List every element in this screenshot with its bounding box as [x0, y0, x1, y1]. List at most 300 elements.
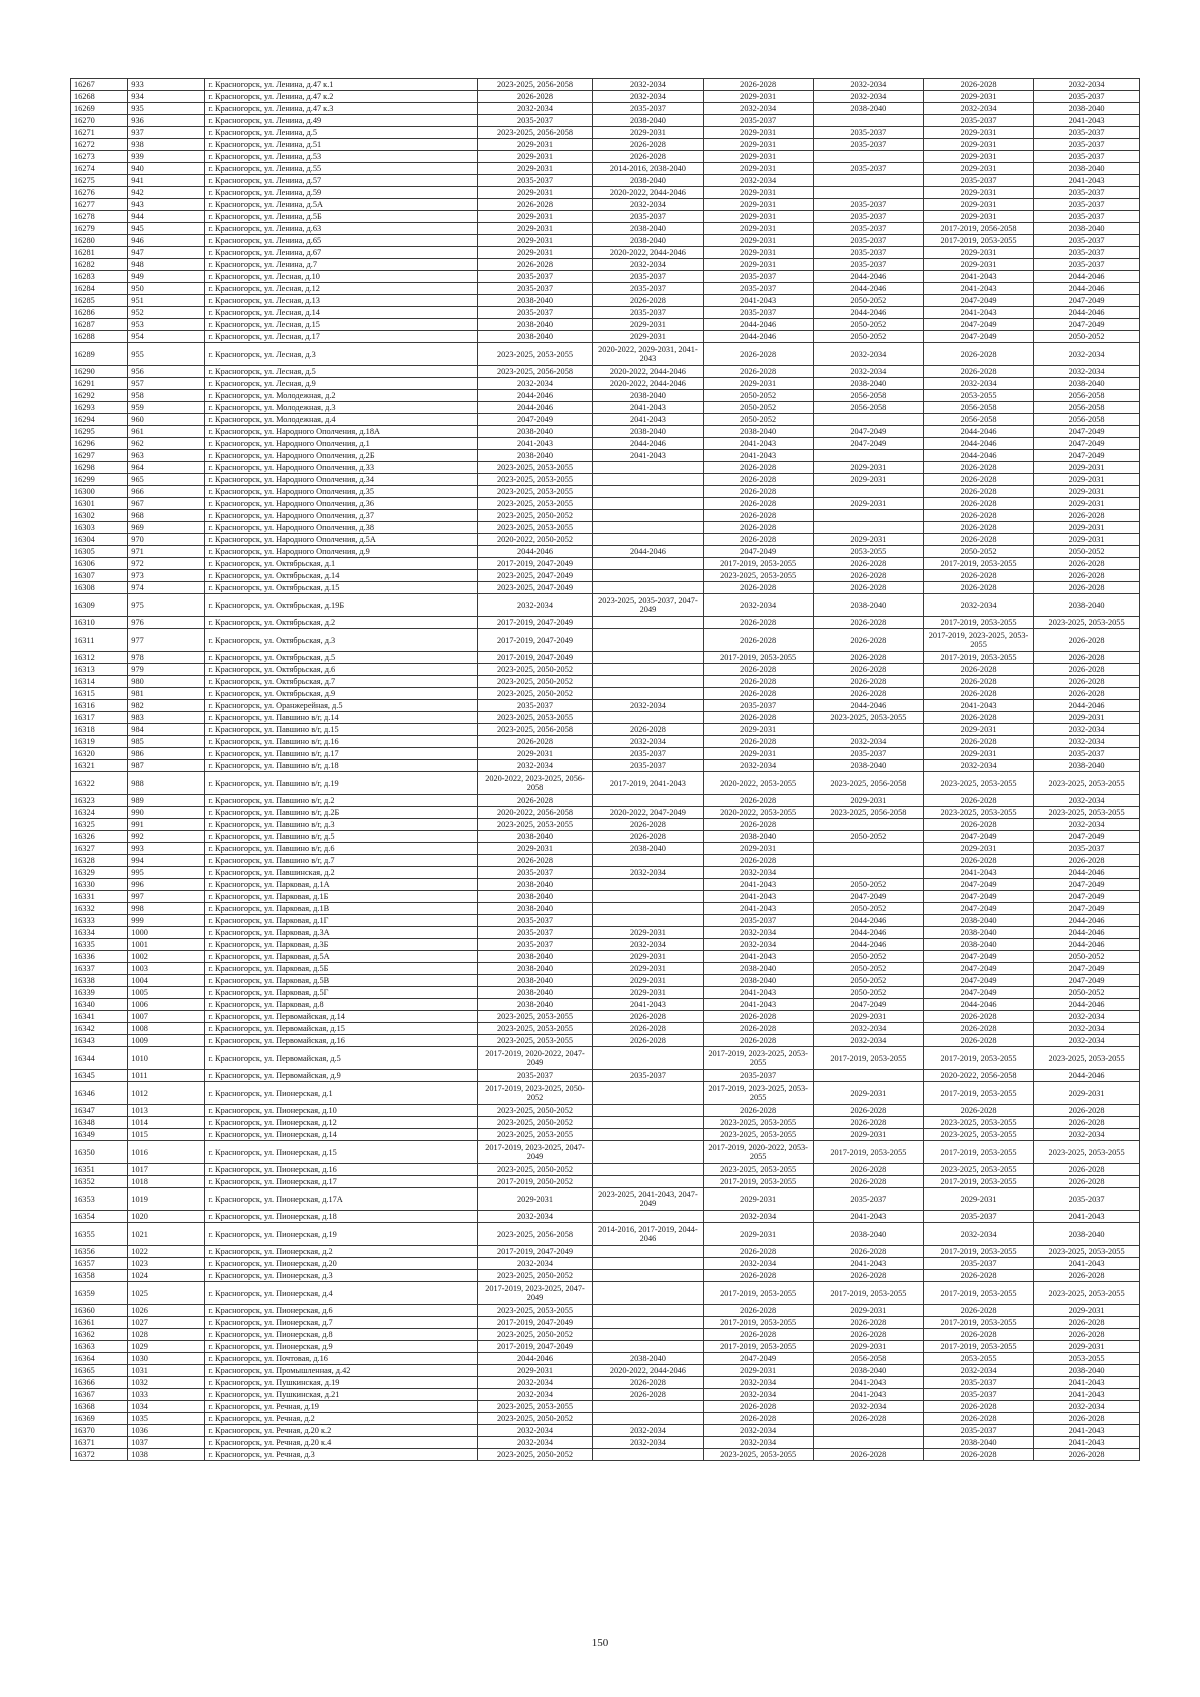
cell-address: г. Красногорск, ул. Октябрьская, д.14 — [205, 570, 477, 582]
cell-period-5: 2017-2019, 2053-2055 — [923, 1141, 1033, 1164]
cell-period-2: 2026-2028 — [593, 1389, 703, 1401]
cell-period-3: 2029-2031 — [703, 91, 813, 103]
table-row — [71, 402, 1140, 414]
cell-row-number: 16362 — [71, 1329, 128, 1341]
cell-item-number: 1002 — [128, 951, 205, 963]
cell-period-2 — [593, 1317, 703, 1329]
cell-period-4: 2017-2019, 2053-2055 — [813, 1141, 923, 1164]
cell-address: г. Красногорск, ул. Пионерская, д.12 — [205, 1117, 477, 1129]
cell-period-4: 2044-2046 — [813, 939, 923, 951]
table-row — [71, 1082, 1140, 1105]
cell-period-4: 2026-2028 — [813, 676, 923, 688]
cell-row-number: 16346 — [71, 1082, 128, 1105]
cell-period-1: 2029-2031 — [477, 1365, 593, 1377]
cell-period-2: 2026-2028 — [593, 1377, 703, 1389]
table-row — [71, 378, 1140, 390]
cell-period-4: 2044-2046 — [813, 927, 923, 939]
cell-period-3: 2026-2028 — [703, 474, 813, 486]
cell-period-5: 2056-2058 — [923, 414, 1033, 426]
cell-row-number: 16369 — [71, 1413, 128, 1425]
cell-period-4: 2038-2040 — [813, 378, 923, 390]
cell-row-number: 16299 — [71, 474, 128, 486]
cell-row-number: 16349 — [71, 1129, 128, 1141]
cell-period-5: 2047-2049 — [923, 319, 1033, 331]
cell-period-3: 2026-2028 — [703, 366, 813, 378]
cell-period-2: 2020-2022, 2047-2049 — [593, 807, 703, 819]
cell-period-1: 2023-2025, 2050-2052 — [477, 688, 593, 700]
cell-period-5: 2026-2028 — [923, 462, 1033, 474]
cell-period-4: 2041-2043 — [813, 1389, 923, 1401]
cell-period-1: 2029-2031 — [477, 748, 593, 760]
cell-period-2 — [593, 915, 703, 927]
cell-item-number: 1004 — [128, 975, 205, 987]
cell-period-4: 2026-2028 — [813, 1270, 923, 1282]
cell-period-3: 2029-2031 — [703, 1365, 813, 1377]
table-row — [71, 1011, 1140, 1023]
cell-item-number: 1027 — [128, 1317, 205, 1329]
cell-period-5: 2026-2028 — [923, 736, 1033, 748]
cell-period-2: 2032-2034 — [593, 79, 703, 91]
cell-period-5: 2026-2028 — [923, 1449, 1033, 1461]
cell-row-number: 16282 — [71, 259, 128, 271]
cell-period-3: 2026-2028 — [703, 343, 813, 366]
cell-address: г. Красногорск, ул. Лесная, д.15 — [205, 319, 477, 331]
cell-period-1: 2038-2040 — [477, 987, 593, 999]
cell-period-6: 2026-2028 — [1034, 652, 1140, 664]
cell-period-1: 2023-2025, 2050-2052 — [477, 676, 593, 688]
cell-period-3: 2038-2040 — [703, 426, 813, 438]
cell-period-4: 2026-2028 — [813, 570, 923, 582]
cell-period-4: 2035-2037 — [813, 163, 923, 175]
cell-period-5: 2044-2046 — [923, 999, 1033, 1011]
cell-period-5: 2035-2037 — [923, 1211, 1033, 1223]
cell-period-1: 2023-2025, 2053-2055 — [477, 712, 593, 724]
cell-period-5: 2026-2028 — [923, 486, 1033, 498]
cell-period-4: 2050-2052 — [813, 963, 923, 975]
cell-item-number: 978 — [128, 652, 205, 664]
cell-address: г. Красногорск, ул. Молодежная, д.3 — [205, 402, 477, 414]
table-row — [71, 594, 1140, 617]
cell-item-number: 954 — [128, 331, 205, 343]
cell-period-6: 2023-2025, 2053-2055 — [1034, 1246, 1140, 1258]
cell-address: г. Красногорск, ул. Пионерская, д.4 — [205, 1282, 477, 1305]
cell-address: г. Красногорск, ул. Ленина, д.5 — [205, 127, 477, 139]
table-row — [71, 664, 1140, 676]
table-row — [71, 1176, 1140, 1188]
cell-period-4: 2029-2031 — [813, 498, 923, 510]
cell-row-number: 16324 — [71, 807, 128, 819]
cell-period-6: 2032-2034 — [1034, 79, 1140, 91]
cell-period-2 — [593, 558, 703, 570]
cell-period-5: 2038-2040 — [923, 927, 1033, 939]
cell-period-3: 2041-2043 — [703, 987, 813, 999]
cell-period-4 — [813, 115, 923, 127]
cell-address: г. Красногорск, ул. Пионерская, д.8 — [205, 1329, 477, 1341]
cell-period-2: 2032-2034 — [593, 91, 703, 103]
cell-period-5: 2044-2046 — [923, 426, 1033, 438]
cell-period-2 — [593, 795, 703, 807]
cell-period-3: 2026-2028 — [703, 688, 813, 700]
cell-period-1: 2032-2034 — [477, 103, 593, 115]
cell-item-number: 1031 — [128, 1365, 205, 1377]
table-row — [71, 927, 1140, 939]
cell-period-5: 2029-2031 — [923, 259, 1033, 271]
cell-period-3: 2026-2028 — [703, 1035, 813, 1047]
cell-period-3: 2038-2040 — [703, 831, 813, 843]
cell-period-5: 2026-2028 — [923, 366, 1033, 378]
cell-address: г. Красногорск, ул. Ленина, д.59 — [205, 187, 477, 199]
cell-period-6: 2026-2028 — [1034, 558, 1140, 570]
cell-row-number: 16363 — [71, 1341, 128, 1353]
cell-period-2 — [593, 1105, 703, 1117]
cell-period-6: 2035-2037 — [1034, 235, 1140, 247]
cell-period-1: 2032-2034 — [477, 1425, 593, 1437]
cell-row-number: 16321 — [71, 760, 128, 772]
cell-period-1: 2029-2031 — [477, 235, 593, 247]
cell-item-number: 1038 — [128, 1449, 205, 1461]
cell-period-4: 2035-2037 — [813, 139, 923, 151]
cell-address: г. Красногорск, ул. Ленина, д.67 — [205, 247, 477, 259]
cell-period-4: 2029-2031 — [813, 1082, 923, 1105]
cell-period-4: 2044-2046 — [813, 915, 923, 927]
cell-period-5: 2047-2049 — [923, 891, 1033, 903]
cell-period-1: 2035-2037 — [477, 1070, 593, 1082]
cell-period-5: 2026-2028 — [923, 510, 1033, 522]
cell-row-number: 16280 — [71, 235, 128, 247]
cell-period-3: 2026-2028 — [703, 1413, 813, 1425]
cell-period-5: 2029-2031 — [923, 199, 1033, 211]
cell-period-3: 2026-2028 — [703, 676, 813, 688]
cell-period-1: 2023-2025, 2050-2052 — [477, 1449, 593, 1461]
cell-address: г. Красногорск, ул. Парковая, д.3А — [205, 927, 477, 939]
cell-period-1: 2023-2025, 2053-2055 — [477, 1305, 593, 1317]
cell-period-1: 2038-2040 — [477, 426, 593, 438]
cell-period-4: 2026-2028 — [813, 652, 923, 664]
cell-period-2 — [593, 582, 703, 594]
cell-period-4: 2023-2025, 2056-2058 — [813, 807, 923, 819]
cell-period-3: 2017-2019, 2053-2055 — [703, 652, 813, 664]
cell-item-number: 981 — [128, 688, 205, 700]
cell-period-2: 2020-2022, 2029-2031, 2041-2043 — [593, 343, 703, 366]
table-row — [71, 366, 1140, 378]
cell-period-3: 2026-2028 — [703, 1246, 813, 1258]
cell-period-6: 2026-2028 — [1034, 510, 1140, 522]
cell-period-3: 2029-2031 — [703, 211, 813, 223]
cell-period-1: 2035-2037 — [477, 307, 593, 319]
cell-period-2: 2026-2028 — [593, 295, 703, 307]
cell-row-number: 16316 — [71, 700, 128, 712]
cell-period-6: 2047-2049 — [1034, 903, 1140, 915]
cell-period-5: 2017-2019, 2053-2055 — [923, 1341, 1033, 1353]
cell-item-number: 940 — [128, 163, 205, 175]
cell-item-number: 953 — [128, 319, 205, 331]
cell-address: г. Красногорск, ул. Молодежная, д.4 — [205, 414, 477, 426]
cell-item-number: 974 — [128, 582, 205, 594]
cell-period-5: 2047-2049 — [923, 987, 1033, 999]
cell-period-4: 2032-2034 — [813, 736, 923, 748]
cell-period-3: 2017-2019, 2023-2025, 2053-2055 — [703, 1082, 813, 1105]
cell-period-3: 2032-2034 — [703, 103, 813, 115]
cell-period-5: 2032-2034 — [923, 103, 1033, 115]
cell-period-3: 2035-2037 — [703, 283, 813, 295]
cell-period-3: 2023-2025, 2053-2055 — [703, 1164, 813, 1176]
cell-period-2: 2026-2028 — [593, 1035, 703, 1047]
table-row — [71, 1035, 1140, 1047]
cell-period-4 — [813, 819, 923, 831]
cell-row-number: 16335 — [71, 939, 128, 951]
cell-period-1: 2023-2025, 2050-2052 — [477, 1270, 593, 1282]
cell-row-number: 16325 — [71, 819, 128, 831]
cell-item-number: 1001 — [128, 939, 205, 951]
cell-row-number: 16275 — [71, 175, 128, 187]
cell-period-1: 2017-2019, 2047-2049 — [477, 1317, 593, 1329]
cell-row-number: 16270 — [71, 115, 128, 127]
cell-period-6: 2056-2058 — [1034, 402, 1140, 414]
cell-address: г. Красногорск, ул. Парковая, д.5А — [205, 951, 477, 963]
cell-period-6: 2026-2028 — [1034, 1164, 1140, 1176]
cell-period-6: 2026-2028 — [1034, 664, 1140, 676]
cell-item-number: 1013 — [128, 1105, 205, 1117]
cell-period-3: 2038-2040 — [703, 975, 813, 987]
cell-period-5: 2041-2043 — [923, 271, 1033, 283]
cell-period-3: 2017-2019, 2020-2022, 2053-2055 — [703, 1141, 813, 1164]
table-row — [71, 1365, 1140, 1377]
cell-item-number: 980 — [128, 676, 205, 688]
cell-row-number: 16293 — [71, 402, 128, 414]
cell-period-2: 2032-2034 — [593, 939, 703, 951]
cell-period-3: 2032-2034 — [703, 1211, 813, 1223]
cell-period-3: 2029-2031 — [703, 724, 813, 736]
cell-item-number: 996 — [128, 879, 205, 891]
cell-period-4: 2038-2040 — [813, 594, 923, 617]
cell-row-number: 16276 — [71, 187, 128, 199]
cell-period-2 — [593, 617, 703, 629]
cell-period-5: 2041-2043 — [923, 867, 1033, 879]
cell-period-5: 2026-2028 — [923, 79, 1033, 91]
table-row — [71, 414, 1140, 426]
cell-period-1: 2026-2028 — [477, 259, 593, 271]
table-row — [71, 879, 1140, 891]
cell-period-5: 2032-2034 — [923, 1365, 1033, 1377]
cell-period-4: 2026-2028 — [813, 1117, 923, 1129]
table-row — [71, 676, 1140, 688]
cell-item-number: 1025 — [128, 1282, 205, 1305]
cell-period-2 — [593, 462, 703, 474]
cell-period-5: 2017-2019, 2056-2058 — [923, 223, 1033, 235]
cell-period-5: 2035-2037 — [923, 1377, 1033, 1389]
table-row — [71, 259, 1140, 271]
cell-period-5: 2026-2028 — [923, 688, 1033, 700]
cell-address: г. Красногорск, ул. Парковая, д.8 — [205, 999, 477, 1011]
cell-period-4: 2035-2037 — [813, 259, 923, 271]
cell-period-4: 2035-2037 — [813, 247, 923, 259]
table-row — [71, 1437, 1140, 1449]
cell-period-1: 2038-2040 — [477, 903, 593, 915]
table-row — [71, 570, 1140, 582]
table-row — [71, 831, 1140, 843]
cell-address: г. Красногорск, ул. Ленина, д.7 — [205, 259, 477, 271]
cell-row-number: 16356 — [71, 1246, 128, 1258]
cell-period-6: 2044-2046 — [1034, 283, 1140, 295]
cell-item-number: 988 — [128, 772, 205, 795]
cell-period-3: 2038-2040 — [703, 963, 813, 975]
cell-period-2 — [593, 1258, 703, 1270]
cell-period-2: 2035-2037 — [593, 307, 703, 319]
cell-address: г. Красногорск, ул. Парковая, д.1В — [205, 903, 477, 915]
cell-period-3: 2020-2022, 2053-2055 — [703, 772, 813, 795]
cell-row-number: 16326 — [71, 831, 128, 843]
cell-period-2: 2020-2022, 2044-2046 — [593, 366, 703, 378]
cell-period-6: 2023-2025, 2053-2055 — [1034, 617, 1140, 629]
cell-address: г. Красногорск, ул. Речная, д.20 к.2 — [205, 1425, 477, 1437]
cell-period-2 — [593, 522, 703, 534]
cell-address: г. Красногорск, ул. Первомайская, д.9 — [205, 1070, 477, 1082]
cell-period-3: 2032-2034 — [703, 1377, 813, 1389]
cell-period-5: 2041-2043 — [923, 700, 1033, 712]
cell-period-4: 2029-2031 — [813, 1305, 923, 1317]
cell-item-number: 939 — [128, 151, 205, 163]
cell-item-number: 1010 — [128, 1047, 205, 1070]
cell-period-5: 2026-2028 — [923, 1011, 1033, 1023]
cell-period-6: 2023-2025, 2053-2055 — [1034, 807, 1140, 819]
cell-address: г. Красногорск, ул. Речная, д.19 — [205, 1401, 477, 1413]
cell-period-5: 2020-2022, 2056-2058 — [923, 1070, 1033, 1082]
cell-address: г. Красногорск, ул. Лесная, д.10 — [205, 271, 477, 283]
cell-period-6: 2056-2058 — [1034, 414, 1140, 426]
cell-row-number: 16290 — [71, 366, 128, 378]
cell-row-number: 16271 — [71, 127, 128, 139]
cell-period-5: 2023-2025, 2053-2055 — [923, 1129, 1033, 1141]
cell-period-4: 2029-2031 — [813, 474, 923, 486]
table-row — [71, 700, 1140, 712]
cell-period-6: 2026-2028 — [1034, 570, 1140, 582]
cell-item-number: 963 — [128, 450, 205, 462]
cell-period-3: 2029-2031 — [703, 247, 813, 259]
cell-period-5: 2029-2031 — [923, 748, 1033, 760]
cell-period-3: 2032-2034 — [703, 594, 813, 617]
cell-period-5: 2026-2028 — [923, 474, 1033, 486]
cell-period-4: 2038-2040 — [813, 760, 923, 772]
cell-period-2: 2041-2043 — [593, 414, 703, 426]
cell-row-number: 16281 — [71, 247, 128, 259]
cell-period-4 — [813, 867, 923, 879]
cell-period-1: 2038-2040 — [477, 879, 593, 891]
cell-address: г. Красногорск, ул. Ленина, д.57 — [205, 175, 477, 187]
cell-item-number: 997 — [128, 891, 205, 903]
cell-period-2: 2026-2028 — [593, 819, 703, 831]
table-row — [71, 438, 1140, 450]
cell-item-number: 977 — [128, 629, 205, 652]
cell-period-2: 2023-2025, 2041-2043, 2047-2049 — [593, 1188, 703, 1211]
cell-period-3: 2029-2031 — [703, 151, 813, 163]
cell-row-number: 16305 — [71, 546, 128, 558]
cell-period-5: 2029-2031 — [923, 247, 1033, 259]
cell-period-2 — [593, 510, 703, 522]
cell-period-5: 2041-2043 — [923, 307, 1033, 319]
cell-period-6: 2029-2031 — [1034, 462, 1140, 474]
table-row — [71, 724, 1140, 736]
cell-period-6: 2044-2046 — [1034, 927, 1140, 939]
cell-period-2: 2029-2031 — [593, 927, 703, 939]
cell-period-6: 2032-2034 — [1034, 736, 1140, 748]
cell-address: г. Красногорск, ул. Народного Ополчения, д.18А — [205, 426, 477, 438]
cell-row-number: 16345 — [71, 1070, 128, 1082]
cell-item-number: 998 — [128, 903, 205, 915]
cell-row-number: 16312 — [71, 652, 128, 664]
cell-period-2 — [593, 1176, 703, 1188]
cell-period-1: 2023-2025, 2053-2055 — [477, 474, 593, 486]
cell-period-1: 2023-2025, 2053-2055 — [477, 1035, 593, 1047]
cell-period-1: 2017-2019, 2050-2052 — [477, 1176, 593, 1188]
table-row — [71, 163, 1140, 175]
cell-period-4: 2029-2031 — [813, 462, 923, 474]
cell-period-3: 2035-2037 — [703, 1070, 813, 1082]
cell-row-number: 16353 — [71, 1188, 128, 1211]
cell-row-number: 16323 — [71, 795, 128, 807]
cell-period-4: 2029-2031 — [813, 795, 923, 807]
cell-item-number: 935 — [128, 103, 205, 115]
cell-period-3: 2023-2025, 2053-2055 — [703, 1117, 813, 1129]
cell-period-6: 2026-2028 — [1034, 688, 1140, 700]
cell-address: г. Красногорск, ул. Пушкинская, д.19 — [205, 1377, 477, 1389]
cell-period-4: 2026-2028 — [813, 1105, 923, 1117]
cell-row-number: 16295 — [71, 426, 128, 438]
cell-row-number: 16327 — [71, 843, 128, 855]
cell-period-3: 2041-2043 — [703, 999, 813, 1011]
cell-period-5: 2017-2019, 2053-2055 — [923, 652, 1033, 664]
cell-period-6: 2038-2040 — [1034, 103, 1140, 115]
cell-address: г. Красногорск, ул. Павшино в/г, д.5 — [205, 831, 477, 843]
cell-period-6: 2044-2046 — [1034, 999, 1140, 1011]
cell-item-number: 1022 — [128, 1246, 205, 1258]
cell-period-4: 2044-2046 — [813, 271, 923, 283]
cell-period-4: 2026-2028 — [813, 617, 923, 629]
cell-period-6: 2038-2040 — [1034, 223, 1140, 235]
cell-period-5: 2047-2049 — [923, 951, 1033, 963]
cell-item-number: 968 — [128, 510, 205, 522]
cell-item-number: 982 — [128, 700, 205, 712]
cell-period-6: 2047-2049 — [1034, 963, 1140, 975]
cell-period-5: 2026-2028 — [923, 498, 1033, 510]
cell-address: г. Красногорск, ул. Парковая, д.5В — [205, 975, 477, 987]
cell-period-6: 2032-2034 — [1034, 795, 1140, 807]
table-row — [71, 223, 1140, 235]
cell-item-number: 983 — [128, 712, 205, 724]
cell-item-number: 933 — [128, 79, 205, 91]
cell-row-number: 16336 — [71, 951, 128, 963]
cell-period-3: 2017-2019, 2053-2055 — [703, 1282, 813, 1305]
cell-period-3: 2044-2046 — [703, 319, 813, 331]
cell-period-2 — [593, 1329, 703, 1341]
cell-period-3: 2029-2031 — [703, 748, 813, 760]
table-row — [71, 211, 1140, 223]
cell-period-4 — [813, 724, 923, 736]
cell-item-number: 961 — [128, 426, 205, 438]
cell-period-6: 2029-2031 — [1034, 474, 1140, 486]
cell-item-number: 985 — [128, 736, 205, 748]
cell-period-2 — [593, 1047, 703, 1070]
cell-address: г. Красногорск, ул. Парковая, д.5Г — [205, 987, 477, 999]
cell-item-number: 979 — [128, 664, 205, 676]
cell-period-2 — [593, 676, 703, 688]
cell-row-number: 16269 — [71, 103, 128, 115]
cell-period-3: 2026-2028 — [703, 617, 813, 629]
cell-period-2 — [593, 1282, 703, 1305]
cell-period-4: 2035-2037 — [813, 235, 923, 247]
cell-period-6: 2038-2040 — [1034, 378, 1140, 390]
cell-period-2 — [593, 1082, 703, 1105]
cell-row-number: 16300 — [71, 486, 128, 498]
